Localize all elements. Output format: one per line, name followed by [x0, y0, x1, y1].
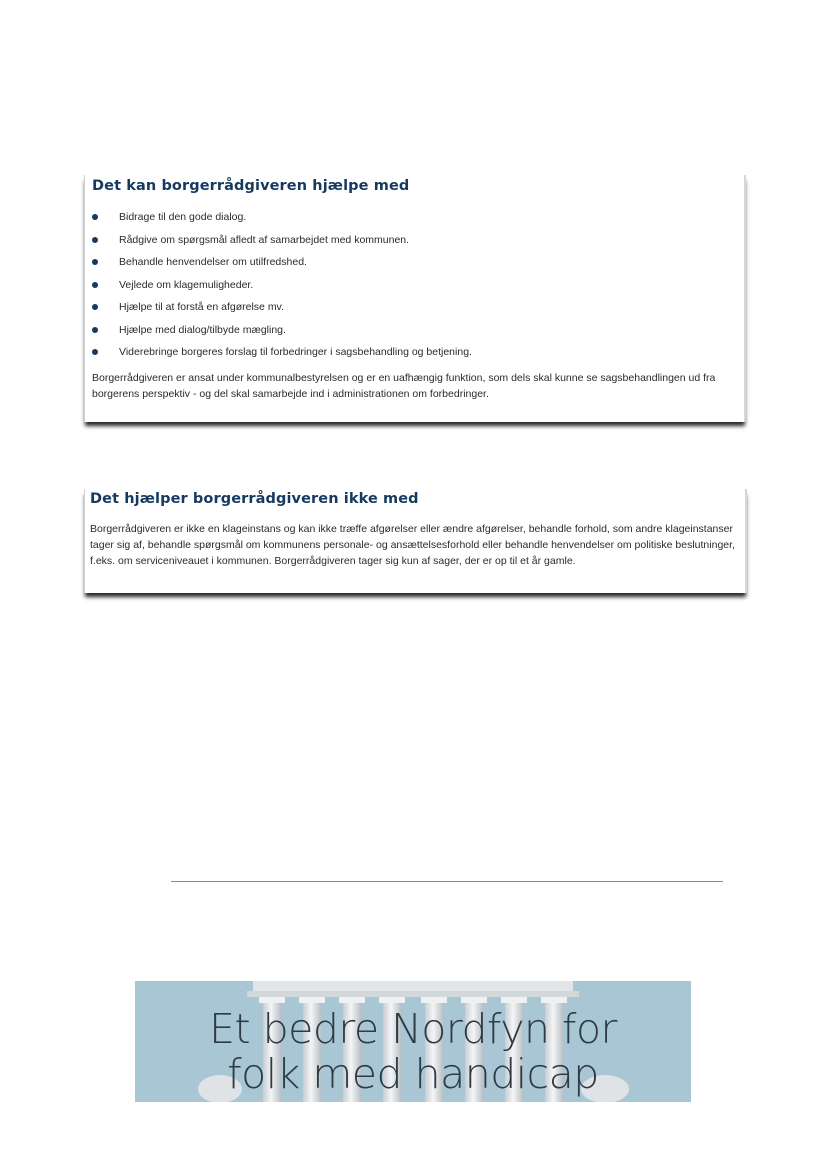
banner-title-line-1: Et bedre Nordfyn for	[209, 1005, 617, 1053]
list-item: Viderebringe borgeres forslag til forbedringer i sagsbehandling og betjening.	[92, 346, 736, 369]
help-with-list	[92, 211, 736, 369]
list-item: Rådgive om spørgsmål afledt af samarbejdet med kommunen.	[92, 234, 736, 257]
list-item: Behandle henvendelser om utilfredshed.	[92, 256, 736, 279]
banner-title	[135, 1007, 691, 1097]
not-help-with-title: Det hjælper borgerrådgiveren ikke med	[90, 491, 419, 507]
bullet-icon	[92, 304, 98, 310]
list-item: Hjælpe med dialog/tilbyde mægling.	[92, 324, 736, 347]
bullet-icon	[92, 327, 98, 333]
list-item: Vejlede om klagemuligheder.	[92, 279, 736, 302]
banner-image	[135, 981, 691, 1102]
help-with-paragraph: Borgerrådgiveren er ansat under kommunalbestyrelsen og er en uafhængig funktion, som dels skal kunne se sagsbehandlingen ud fra borgerens perspektiv - og del skal samarbejde ind i administrationen om forbedringer.	[92, 371, 716, 400]
help-with-title: Det kan borgerrådgiveren hjælpe med	[92, 178, 410, 194]
bullet-icon	[92, 237, 98, 243]
bullet-icon	[92, 259, 98, 265]
bullet-icon	[92, 214, 98, 220]
bullet-icon	[92, 349, 98, 355]
list-item: Bidrage til den gode dialog.	[92, 211, 736, 234]
divider-line	[171, 881, 723, 882]
bullet-icon	[92, 282, 98, 288]
banner-title-line-2: folk med handicap	[227, 1050, 599, 1098]
not-help-with-paragraph: Borgerrådgiveren er ikke en klageinstans og kan ikke træffe afgørelser eller ændre afgørelser, behandle forhold, som andre klageinstanser tager sig af, behandle spørgsmål om kommunens personale- og ansættelsesforhold eller behandle henvendelser om politiske beslutninger, f.eks. om serviceniveauet i kommunen. Borgerrådgiveren tager sig kun af sager, der er op til et år gamle.	[90, 523, 735, 567]
help-with-card	[84, 175, 746, 422]
list-item: Hjælpe til at forstå en afgørelse mv.	[92, 301, 736, 324]
not-help-with-card	[84, 489, 747, 593]
